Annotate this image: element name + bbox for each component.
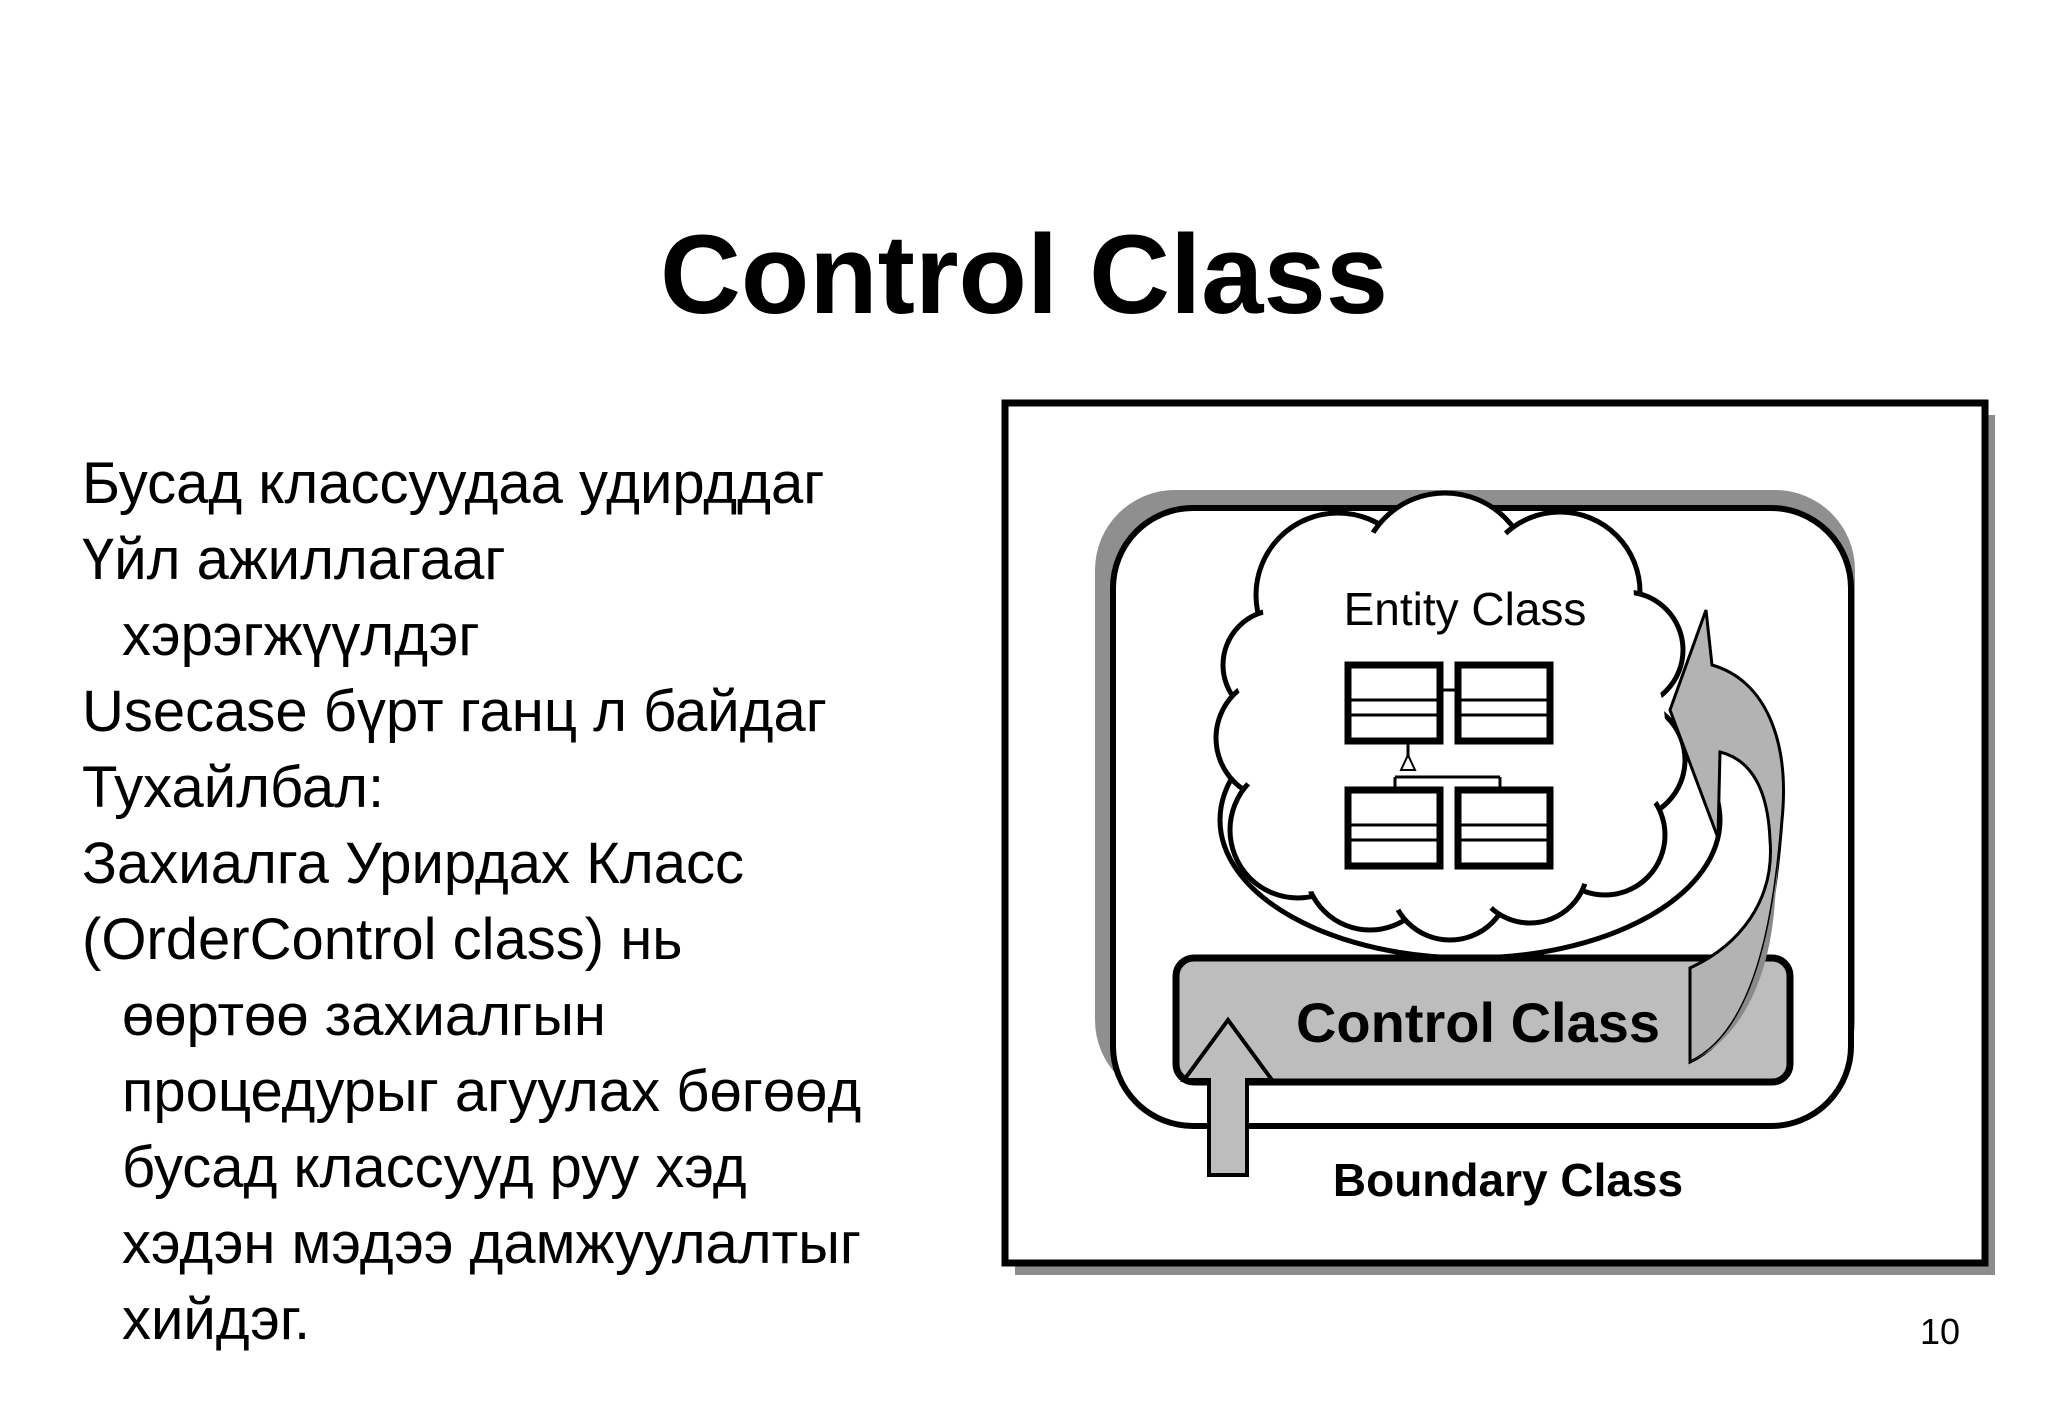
body-line: Тухайлбал:	[82, 755, 385, 820]
entity-class-label: Entity Class	[1343, 583, 1587, 635]
body-line: хэдэн мэдээ дамжуулалтыг	[122, 1211, 862, 1276]
body-line: өөртөө захиалгын	[122, 983, 606, 1048]
body-line: процедурыг агуулах бөгөөд	[122, 1059, 862, 1124]
body-line: хийдэг.	[122, 1287, 311, 1352]
body-line: Usecase бүрт ганц л байдаг	[82, 679, 827, 744]
body-line: Бусад классуудаа удирддаг	[82, 451, 825, 516]
boundary-class-label: Boundary Class	[1332, 1154, 1684, 1206]
body-line: (OrderControl class) нь	[82, 907, 683, 972]
body-line: Үйл ажиллагааг	[82, 527, 506, 592]
body-line: бусад классууд руу хэд	[122, 1135, 747, 1200]
body-line: Захиалга Урирдах Класс	[82, 831, 744, 896]
slide-title: Control Class	[659, 212, 1389, 337]
slide-number: 10	[1919, 1311, 1960, 1352]
control-class-label: Control Class	[1295, 991, 1661, 1054]
body-line: хэрэгжүүлдэг	[122, 603, 480, 668]
